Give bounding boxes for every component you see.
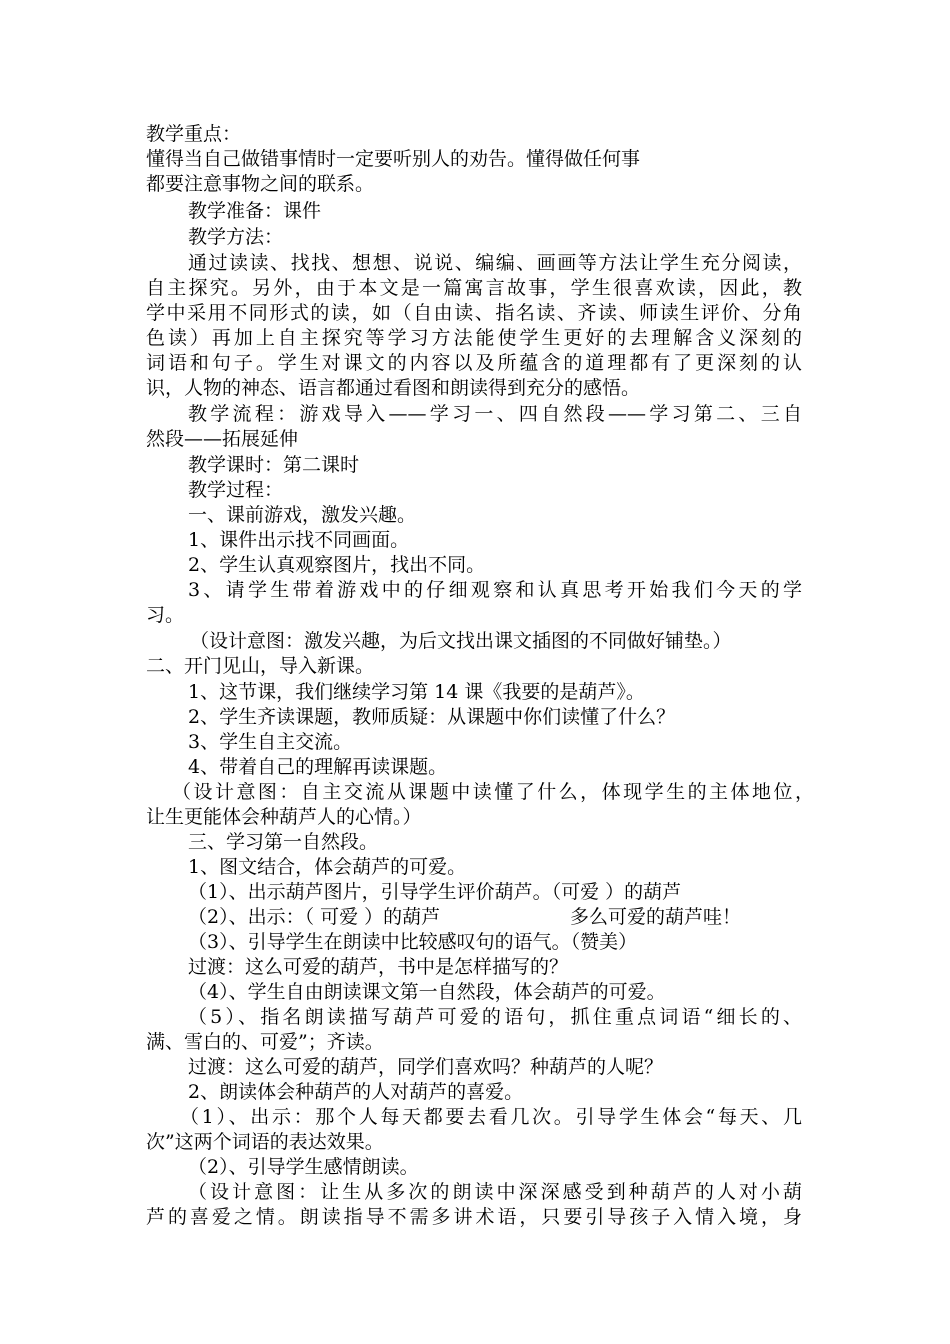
list-item: （2）、出示：（ 可爱 ）的葫芦	[188, 906, 441, 928]
section-heading-process: 教学过程：	[188, 479, 284, 501]
design-intent-note: （设计意图：让生从多次的朗读中深深感受到种葫芦的人对小葫	[188, 1181, 802, 1203]
paragraph-line: 芦的喜爱之情。朗读指导不需多讲术语，只要引导孩子入情入境，身	[146, 1206, 802, 1228]
design-intent-note: （设计意图：激发兴趣，为后文找出课文插图的不同做好铺垫。）	[190, 630, 732, 652]
list-item: （2）、引导学生感情朗读。	[188, 1156, 419, 1178]
list-item: （1）、出示葫芦图片，引导学生评价葫芦。（可爱 ）的葫芦	[188, 881, 682, 903]
example-sentence: 多么可爱的葫芦哇！	[570, 906, 742, 928]
paragraph-line: 学中采用不同形式的读，如（自由读、指名读、齐读、师读生评价、分角	[146, 302, 802, 324]
paragraph-line: 识，人物的神态、语言都通过看图和朗读得到充分的感悟。	[146, 377, 641, 399]
list-item: （3）、引导学生在朗读中比较感叹句的语气。（赞美）	[188, 931, 638, 953]
section-heading-key-points: 教学重点：	[146, 123, 242, 145]
step-heading: 二、开门见山，导入新课。	[146, 655, 375, 677]
section-heading-preparation: 教学准备：课件	[188, 200, 322, 222]
list-item: （5）、指名朗读描写葫芦可爱的语句，抓住重点词语“细长的、	[188, 1006, 802, 1028]
step-heading: 一、课前游戏，激发兴趣。	[188, 504, 417, 526]
list-item: 4、带着自己的理解再读课题。	[188, 756, 448, 778]
list-item: （1）、出示：那个人每天都要去看几次。引导学生体会“每天、几	[180, 1106, 802, 1128]
list-item: 1、这节课，我们继续学习第 14 课《我要的是葫芦》。	[188, 681, 645, 703]
list-item: （4）、学生自由朗读课文第一自然段，体会葫芦的可爱。	[188, 981, 666, 1003]
list-item: 1、图文结合，体会葫芦的可爱。	[188, 856, 467, 878]
paragraph-line: 词语和句子。学生对课文的内容以及所蕴含的道理都有了更深刻的认	[146, 352, 802, 374]
paragraph-line: 满、雪白的、可爱”；齐读。	[146, 1031, 384, 1053]
paragraph-line: 习。	[146, 604, 185, 626]
paragraph-line: 然段——拓展延伸	[146, 428, 299, 450]
paragraph-line: 懂得当自己做错事情时一定要听别人的劝告。懂得做任何事	[146, 148, 641, 170]
list-item: 2、学生齐读课题，教师质疑：从课题中你们读懂了什么？	[188, 706, 676, 728]
list-item: 2、学生认真观察图片，找出不同。	[188, 554, 486, 576]
paragraph-line: 让生更能体会种葫芦人的心情。）	[146, 806, 422, 828]
paragraph-line: 自主探究。另外，由于本文是一篇寓言故事，学生很喜欢读，因此，教	[146, 277, 802, 299]
list-item: 3、学生自主交流。	[188, 731, 353, 753]
design-intent-note: （设计意图：自主交流从课题中读懂了什么，体现学生的主体地位，	[172, 781, 814, 803]
list-item: 3、请学生带着游戏中的仔细观察和认真思考开始我们今天的学	[188, 579, 802, 601]
step-heading: 三、学习第一自然段。	[188, 831, 379, 853]
list-item: 2、朗读体会种葫芦的人对葫芦的喜爱。	[188, 1081, 524, 1103]
paragraph-line: 次”这两个词语的表达效果。	[146, 1131, 384, 1153]
section-heading-method: 教学方法：	[188, 226, 284, 248]
list-item: 1、课件出示找不同画面。	[188, 529, 410, 551]
paragraph-line: 都要注意事物之间的联系。	[146, 173, 375, 195]
paragraph-line: 通过读读、找找、想想、说说、编编、画画等方法让学生充分阅读，	[188, 252, 802, 274]
transition-line: 过渡：这么可爱的葫芦，同学们喜欢吗？种葫芦的人呢？	[188, 1056, 664, 1078]
transition-line: 过渡：这么可爱的葫芦，书中是怎样描写的？	[188, 956, 569, 978]
section-heading-flow: 教学流程：游戏导入——学习一、四自然段——学习第二、三自	[188, 403, 802, 425]
paragraph-line: 色读）再加上自主探究等学习方法能使学生更好的去理解含义深刻的	[146, 327, 802, 349]
section-heading-period: 教学课时：第二课时	[188, 454, 360, 476]
